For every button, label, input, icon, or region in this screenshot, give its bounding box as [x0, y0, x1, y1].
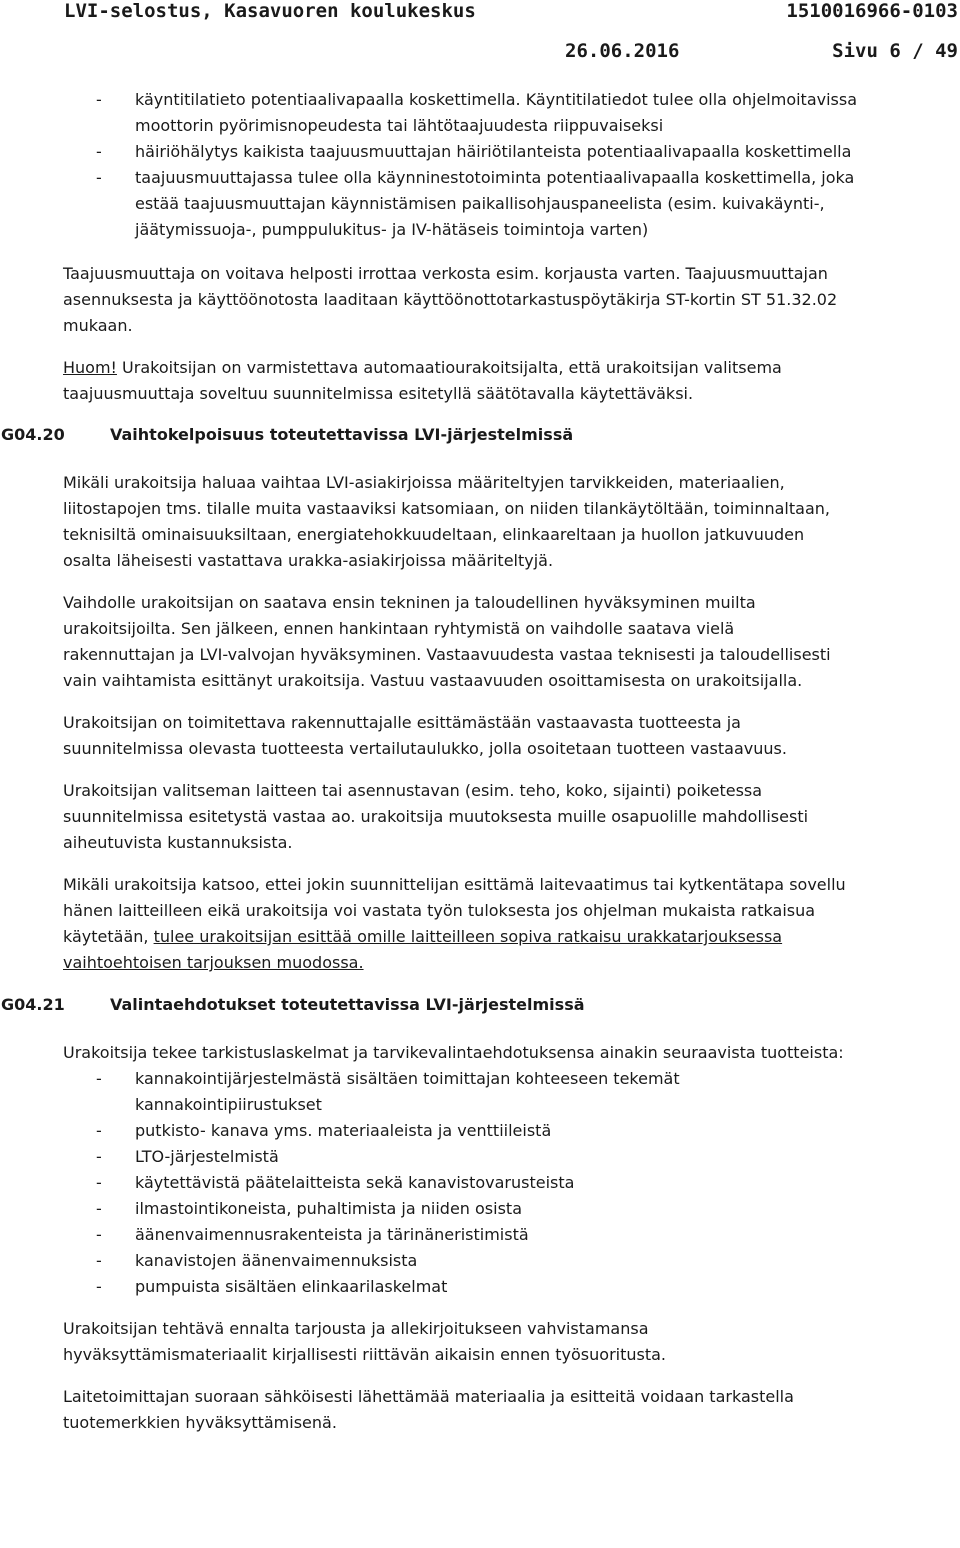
section-heading-g04-20	[1, 422, 959, 448]
list-item	[63, 139, 959, 165]
list-item	[63, 87, 959, 139]
paragraph-line: osalta läheisesti vastattava urakka-asiakirjoissa määriteltyjä.	[63, 551, 554, 570]
paragraph	[63, 710, 959, 762]
paragraph	[63, 1384, 959, 1436]
paragraph-line: Vaihdolle urakoitsijan on saatava ensin tekninen ja taloudellinen hyväksyminen muilta	[63, 593, 756, 612]
list-item-text: moottorin pyörimisnopeudesta tai lähtötaajuudesta riippuvaiseksi	[135, 116, 664, 135]
header-page-number: Sivu 6 / 49	[832, 40, 958, 62]
header-date: 26.06.2016	[565, 40, 680, 62]
intro-bullet-list	[63, 87, 959, 243]
list-item	[63, 165, 959, 243]
section-title: Valintaehdotukset toteutettavissa LVI-järjestelmissä	[110, 995, 585, 1014]
note-link[interactable]: Huom!	[63, 358, 117, 377]
paragraph-line: liitostapojen tms. tilalle muita vastaaviksi katsomiaan, on niiden tilankäytöltään, toiminnaltaan,	[63, 499, 830, 518]
paragraph-disconnect	[63, 261, 959, 339]
paragraph	[63, 1316, 959, 1368]
paragraph-line: Laitetoimittajan suoraan sähköisesti lähettämää materiaalia ja esitteitä voidaan tarkastella	[63, 1387, 794, 1406]
list-item	[63, 1274, 959, 1300]
list-item-text: kannakointipiirustukset	[135, 1095, 322, 1114]
header-doc-id: 1510016966-0103	[786, 0, 958, 22]
paragraph-line: Urakoitsijan valitseman laitteen tai asennustavan (esim. teho, koko, sijainti) poiketessa	[63, 781, 763, 800]
list-item-text: ilmastointikoneista, puhaltimista ja niiden osista	[135, 1199, 522, 1218]
bullet-dash: -	[96, 1277, 102, 1296]
paragraph-line: suunnitelmissa esitetystä vastaa ao. urakoitsija muutoksesta muille osapuolille mahdollisesti	[63, 807, 809, 826]
section-number: G04.20	[1, 425, 65, 444]
underlined-text: vaihtoehtoisen tarjouksen muodossa.	[63, 953, 364, 972]
paragraph-line: suunnitelmissa olevasta tuotteesta vertailutaulukko, jolla osoitetaan tuotteen vastaavuus.	[63, 739, 787, 758]
paragraph-line: Urakoitsijan tehtävä ennalta tarjousta ja allekirjoitukseen vahvistamansa	[63, 1319, 649, 1338]
list-item-text: estää taajuusmuuttajan käynnistämisen paikallisohjauspaneelista (esim. kuivakäynti-,	[135, 194, 825, 213]
section-heading-g04-21	[1, 992, 959, 1018]
list-item	[63, 1118, 959, 1144]
bullet-dash: -	[96, 1251, 102, 1270]
underlined-text: tulee urakoitsijan esittää omille laitteilleen sopiva ratkaisu urakkatarjouksessa	[153, 927, 783, 946]
paragraph-line: vain vaihtamista esittänyt urakoitsija. Vastuu vastaavuuden osoittamisesta on urakoitsijalla.	[63, 671, 803, 690]
paragraph-line: tuotemerkkien hyväksyttämisenä.	[63, 1413, 337, 1432]
note-text: Urakoitsijan on varmistettava automaatiourakoitsijalta, että urakoitsijan valitsema	[116, 358, 782, 377]
paragraph-line: mukaan.	[63, 316, 133, 335]
bullet-dash: -	[96, 1147, 102, 1166]
list-item	[63, 1170, 959, 1196]
section-number: G04.21	[1, 995, 65, 1014]
paragraph-line: Mikäli urakoitsija haluaa vaihtaa LVI-asiakirjoissa määriteltyjen tarvikkeiden, materiaalien,	[63, 473, 785, 492]
paragraph-line: Mikäli urakoitsija katsoo, ettei jokin suunnittelijan esittämä laitevaatimus tai kytkentätapa sovellu	[63, 875, 846, 894]
paragraph-line: urakoitsijoilta. Sen jälkeen, ennen hankintaan ryhtymistä on vaihdolle saatava vielä	[63, 619, 735, 638]
list-item	[63, 1066, 959, 1118]
bullet-dash: -	[96, 1173, 102, 1192]
list-item-text: LTO-järjestelmistä	[135, 1147, 279, 1166]
note-text-line2: taajuusmuuttaja soveltuu suunnitelmissa esitetyllä säätötavalla käytettäväksi.	[63, 384, 694, 403]
paragraph-text: käytetään,	[63, 927, 154, 946]
paragraph-note	[63, 355, 959, 407]
bullet-dash: -	[96, 90, 102, 109]
products-bullet-list	[63, 1066, 959, 1300]
paragraph-line: Taajuusmuuttaja on voitava helposti irrottaa verkosta esim. korjausta varten. Taajuusmuuttajan	[63, 264, 828, 283]
bullet-dash: -	[96, 1069, 102, 1088]
section-title: Vaihtokelpoisuus toteutettavissa LVI-järjestelmissä	[110, 425, 574, 444]
bullet-dash: -	[96, 1121, 102, 1140]
list-item-text: pumpuista sisältäen elinkaarilaskelmat	[135, 1277, 448, 1296]
bullet-dash: -	[96, 142, 102, 161]
paragraph-line: aiheutuvista kustannuksista.	[63, 833, 293, 852]
paragraph-line: teknisiltä ominaisuuksiltaan, energiatehokkuudeltaan, elinkaareltaan ja huollon jatkuvuuden	[63, 525, 805, 544]
paragraph-line: rakennuttajan ja LVI-valvojan hyväksyminen. Vastaavuudesta vastaa teknisesti ja taloudellisesti	[63, 645, 831, 664]
list-item-text: häiriöhälytys kaikista taajuusmuuttajan häiriötilanteista potentiaalivapaalla koskettimella	[135, 142, 852, 161]
list-item-text: putkisto- kanava yms. materiaaleista ja venttiileistä	[135, 1121, 552, 1140]
document-body	[1, 87, 959, 1436]
bullet-dash: -	[96, 1199, 102, 1218]
header-title: LVI-selostus, Kasavuoren koulukeskus	[64, 0, 476, 22]
list-item-text: kannakointijärjestelmästä sisältäen toimittajan kohteeseen tekemät	[135, 1069, 680, 1088]
list-item	[63, 1222, 959, 1248]
list-item	[63, 1196, 959, 1222]
paragraph	[63, 778, 959, 856]
paragraph	[63, 470, 959, 574]
paragraph-line: hyväksyttämismateriaalit kirjallisesti riittävän aikaisin ennen työsuoritusta.	[63, 1345, 666, 1364]
paragraph-line: hänen laitteilleen eikä urakoitsija voi vastata työn tuloksesta jos ohjelman mukaista ratkaisua	[63, 901, 816, 920]
paragraph	[63, 872, 959, 976]
list-item	[63, 1248, 959, 1274]
paragraph-line: Urakoitsijan on toimitettava rakennuttajalle esittämästään vastaavasta tuotteesta ja	[63, 713, 741, 732]
list-item-text: taajuusmuuttajassa tulee olla käynninestotoiminta potentiaalivapaalla koskettimella, joka	[135, 168, 855, 187]
paragraph-line: asennuksesta ja käyttöönotosta laaditaan käyttöönottotarkastuspöytäkirja ST-kortin ST 51.32.02	[63, 290, 838, 309]
list-item-text: jäätymissuoja-, pumppulukitus- ja IV-hätäseis toimintoja varten)	[135, 220, 649, 239]
list-item-text: kanavistojen äänenvaimennuksista	[135, 1251, 418, 1270]
list-item-text: käyntitilatieto potentiaalivapaalla koskettimella. Käyntitilatiedot tulee olla ohjelmoitavissa	[135, 90, 858, 109]
bullet-dash: -	[96, 1225, 102, 1244]
bullet-dash: -	[96, 168, 102, 187]
paragraph-line: Urakoitsija tekee tarkistuslaskelmat ja tarvikevalintaehdotuksensa ainakin seuraavista tuotteista:	[63, 1043, 844, 1062]
list-item-text: äänenvaimennusrakenteista ja tärinäneristimistä	[135, 1225, 529, 1244]
paragraph	[63, 590, 959, 694]
list-item-text: käytettävistä päätelaitteista sekä kanavistovarusteista	[135, 1173, 575, 1192]
list-item	[63, 1144, 959, 1170]
